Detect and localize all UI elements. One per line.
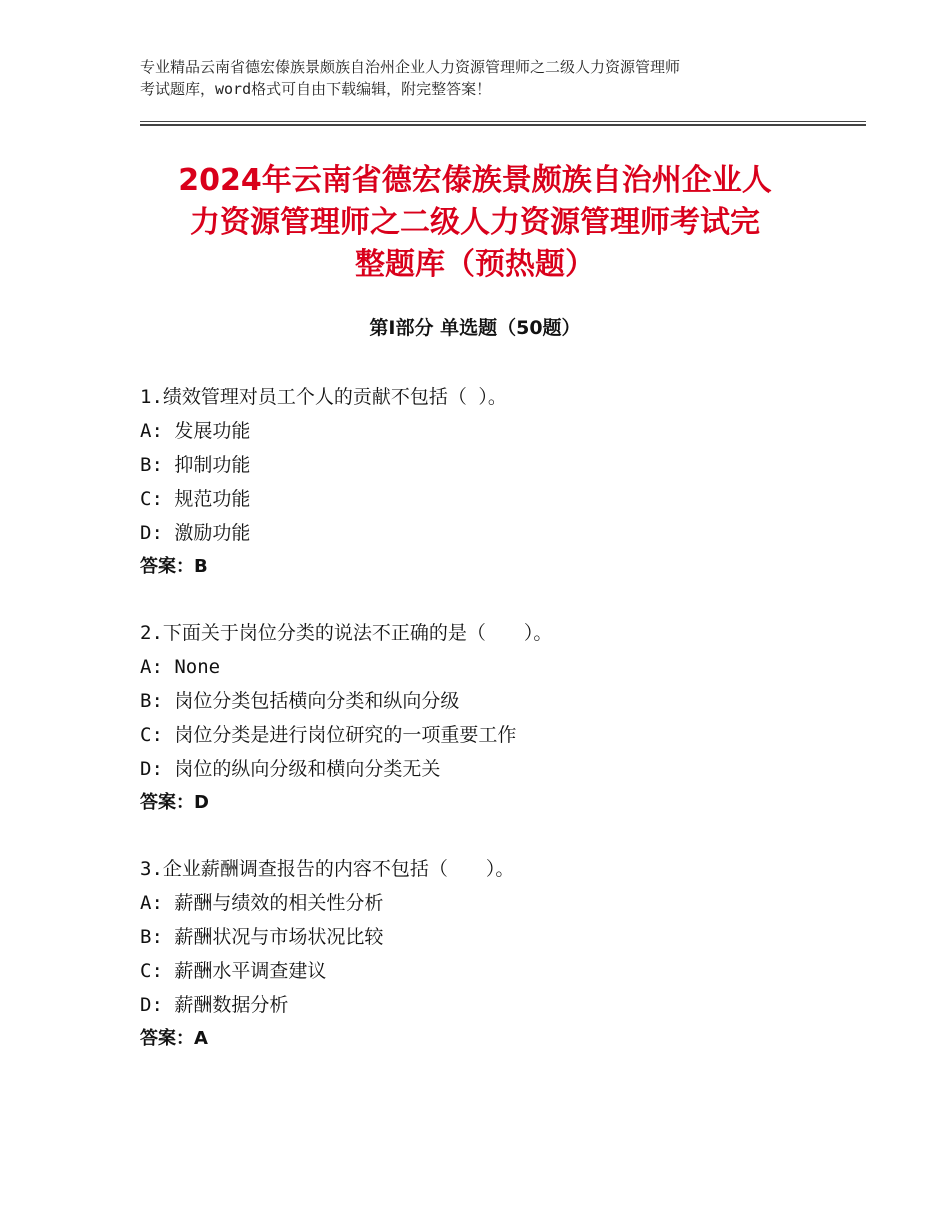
option-b: B: 抑制功能	[140, 454, 251, 476]
option-d: D: 岗位的纵向分级和横向分类无关	[140, 758, 441, 780]
answer-label: 答案：D	[140, 792, 209, 813]
header-note	[140, 56, 820, 100]
option-c: C: 岗位分类是进行岗位研究的一项重要工作	[140, 724, 517, 746]
title-line: 2024年云南省德宏傣族景颇族自治州企业人	[178, 163, 772, 198]
option-b: B: 岗位分类包括横向分类和纵向分级	[140, 690, 460, 712]
title-line: 整题库（预热题）	[355, 247, 595, 282]
header-note-line: 考试题库，word格式可自由下载编辑，附完整答案！	[140, 80, 492, 98]
question-stem: 1.绩效管理对员工个人的贡献不包括（ ）。	[140, 386, 507, 408]
option-a: A: 薪酬与绩效的相关性分析	[140, 892, 384, 914]
question-stem: 3.企业薪酬调查报告的内容不包括（ ）。	[140, 858, 515, 880]
question-2	[140, 616, 860, 820]
title-line: 力资源管理师之二级人力资源管理师考试完	[190, 205, 760, 240]
question-1	[140, 380, 860, 584]
option-c: C: 薪酬水平调查建议	[140, 960, 327, 982]
header-note-line: 专业精品云南省德宏傣族景颇族自治州企业人力资源管理师之二级人力资源管理师	[140, 58, 681, 76]
option-b: B: 薪酬状况与市场状况比较	[140, 926, 384, 948]
header-divider-thick	[140, 124, 866, 126]
document-title	[130, 160, 820, 286]
question-3	[140, 852, 860, 1056]
option-d: D: 激励功能	[140, 522, 251, 544]
option-a: A: 发展功能	[140, 420, 251, 442]
question-stem: 2.下面关于岗位分类的说法不正确的是（ ）。	[140, 622, 553, 644]
option-c: C: 规范功能	[140, 488, 251, 510]
question-list	[140, 380, 860, 1088]
answer-label: 答案：A	[140, 1028, 208, 1049]
section-heading: 第Ⅰ部分 单选题（50题）	[369, 317, 581, 339]
option-a: A: None	[140, 656, 221, 678]
answer-label: 答案：B	[140, 556, 208, 577]
header-divider-thin	[140, 121, 866, 122]
option-d: D: 薪酬数据分析	[140, 994, 289, 1016]
